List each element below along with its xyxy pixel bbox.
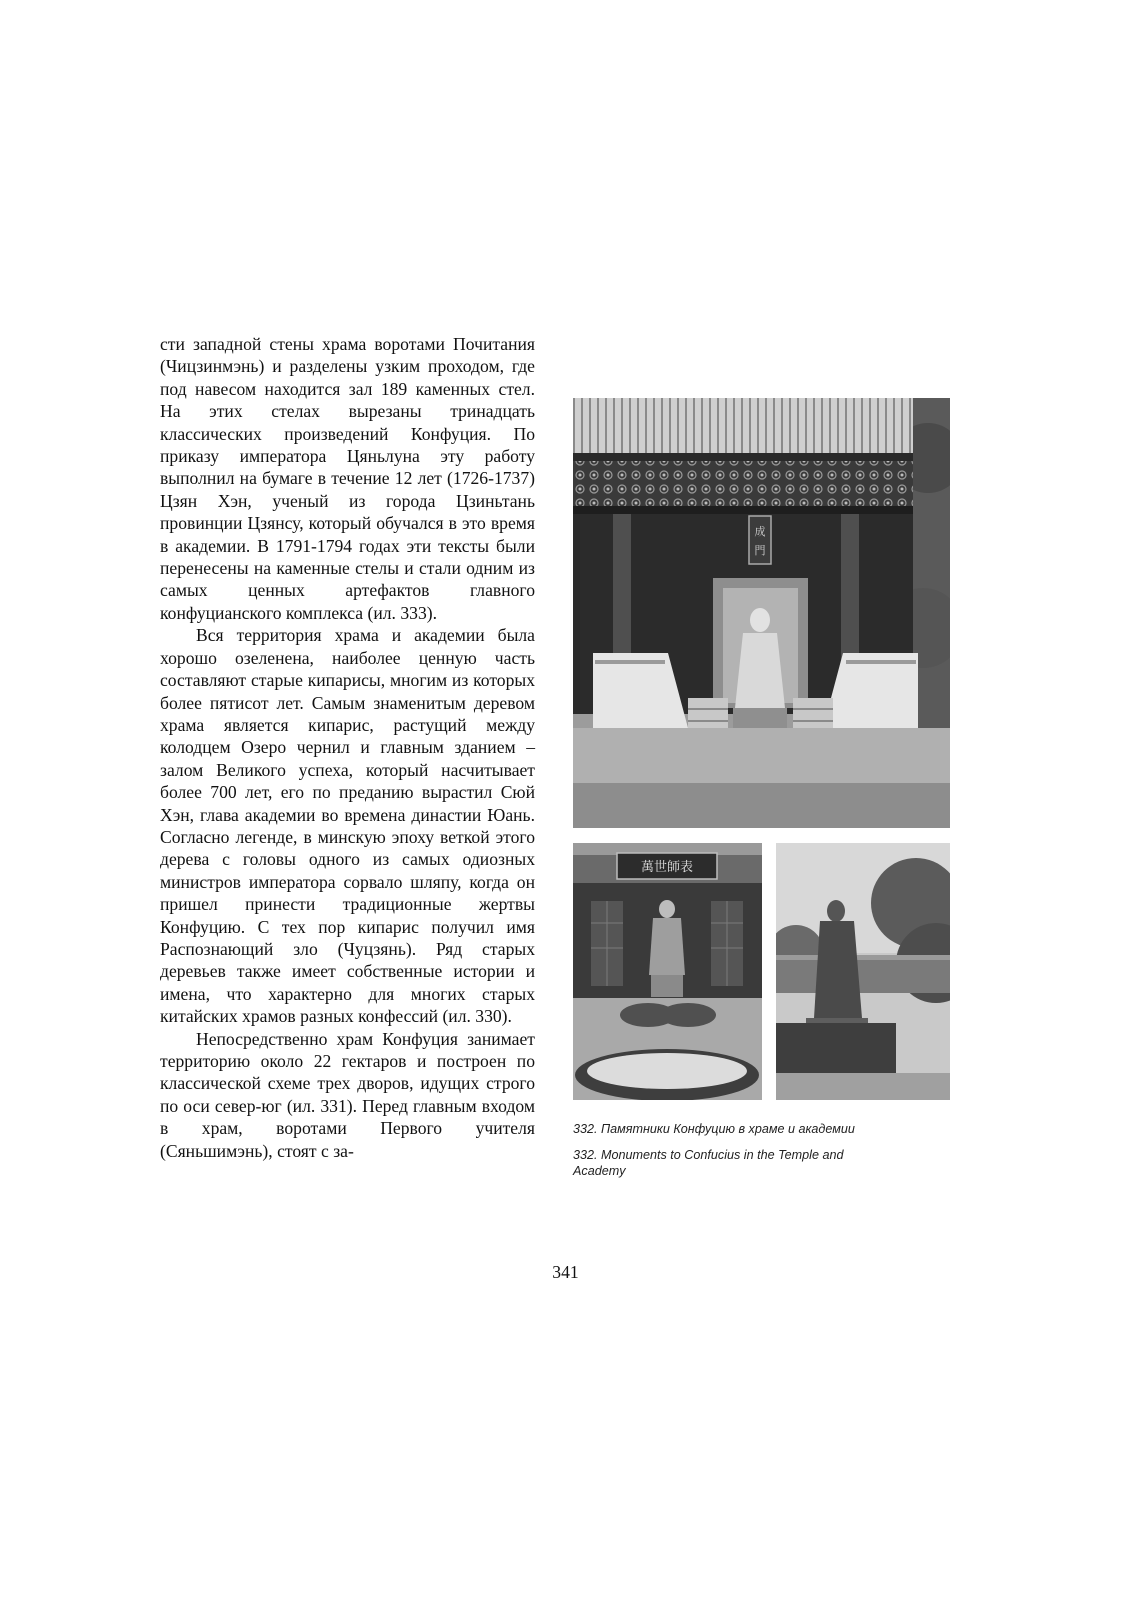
page-number: 341: [552, 1262, 579, 1282]
gate-sign-text-bottom: 門: [754, 544, 766, 557]
body-paragraph-3: Непосредственно храм Конфуция занимает территорию около 22 гектаров и построен по классической схеме трех дворов, идущих строго по оси север-юг (ил. 331). Перед главным входом в храм, воротами Первого учителя (Сяньшимэнь), стоят с за-: [160, 1028, 535, 1161]
figure-caption-russian: 332. Памятники Конфуцию в храме и академии: [573, 1122, 855, 1136]
body-text-column: [160, 333, 535, 1162]
photo-temple-gate-statue: [573, 398, 950, 828]
photo-statue-among-trees: [776, 843, 950, 1100]
gate-sign-text-top: 成: [754, 525, 766, 538]
photo-statue-hall-censer: [573, 843, 762, 1100]
body-paragraph-1: сти западной стены храма воротами Почитания (Чицзинмэнь) и разделены узким проходом, где под навесом находится зал 189 каменных стел. На этих стелах вырезаны тринадцать классических произведений Конфуция. По приказу императора Цяньлуна эту работу выполнил на бумаге в течение 12 лет (1726-1737) Цзян Хэн, ученый из города Цзиньтань провинции Цзянсу, который обучался в это время в академии. В 1791-1794 годах эти тексты были перенесены на каменные стелы и стали одним из самых ценных артефактов главного конфуцианского комплекса (ил. 333).: [160, 334, 535, 623]
figure-caption-english: 332. Monuments to Confucius in the Temple and Academy: [573, 1148, 844, 1178]
hall-sign-text: 萬世師表: [640, 860, 694, 875]
body-paragraph-2: Вся территория храма и академии была хорошо озеленена, наиболее ценную часть составляют старые кипарисы, многим из которых более пятисот лет. Самым знаменитым деревом храма является кипарис, растущий между колодцем Озеро чернил и главным зданием – залом Великого успеха, который насчитывает более 700 лет, его по преданию вырастил Сюй Хэн, глава академии во времена династии Юань. Согласно легенде, в минскую эпоху веткой этого дерева с головы одного из самых одиозных министров императора сорвало шляпу, когда он пришел принести традиционные жертвы Конфуцию. С тех пор кипарис получил имя Распознающий зло (Чуцзянь). Ряд старых деревьев также имеет собственные истории и имена, что характерно для многих старых китайских храмов разных конфессий (ил. 330).: [160, 625, 535, 1027]
